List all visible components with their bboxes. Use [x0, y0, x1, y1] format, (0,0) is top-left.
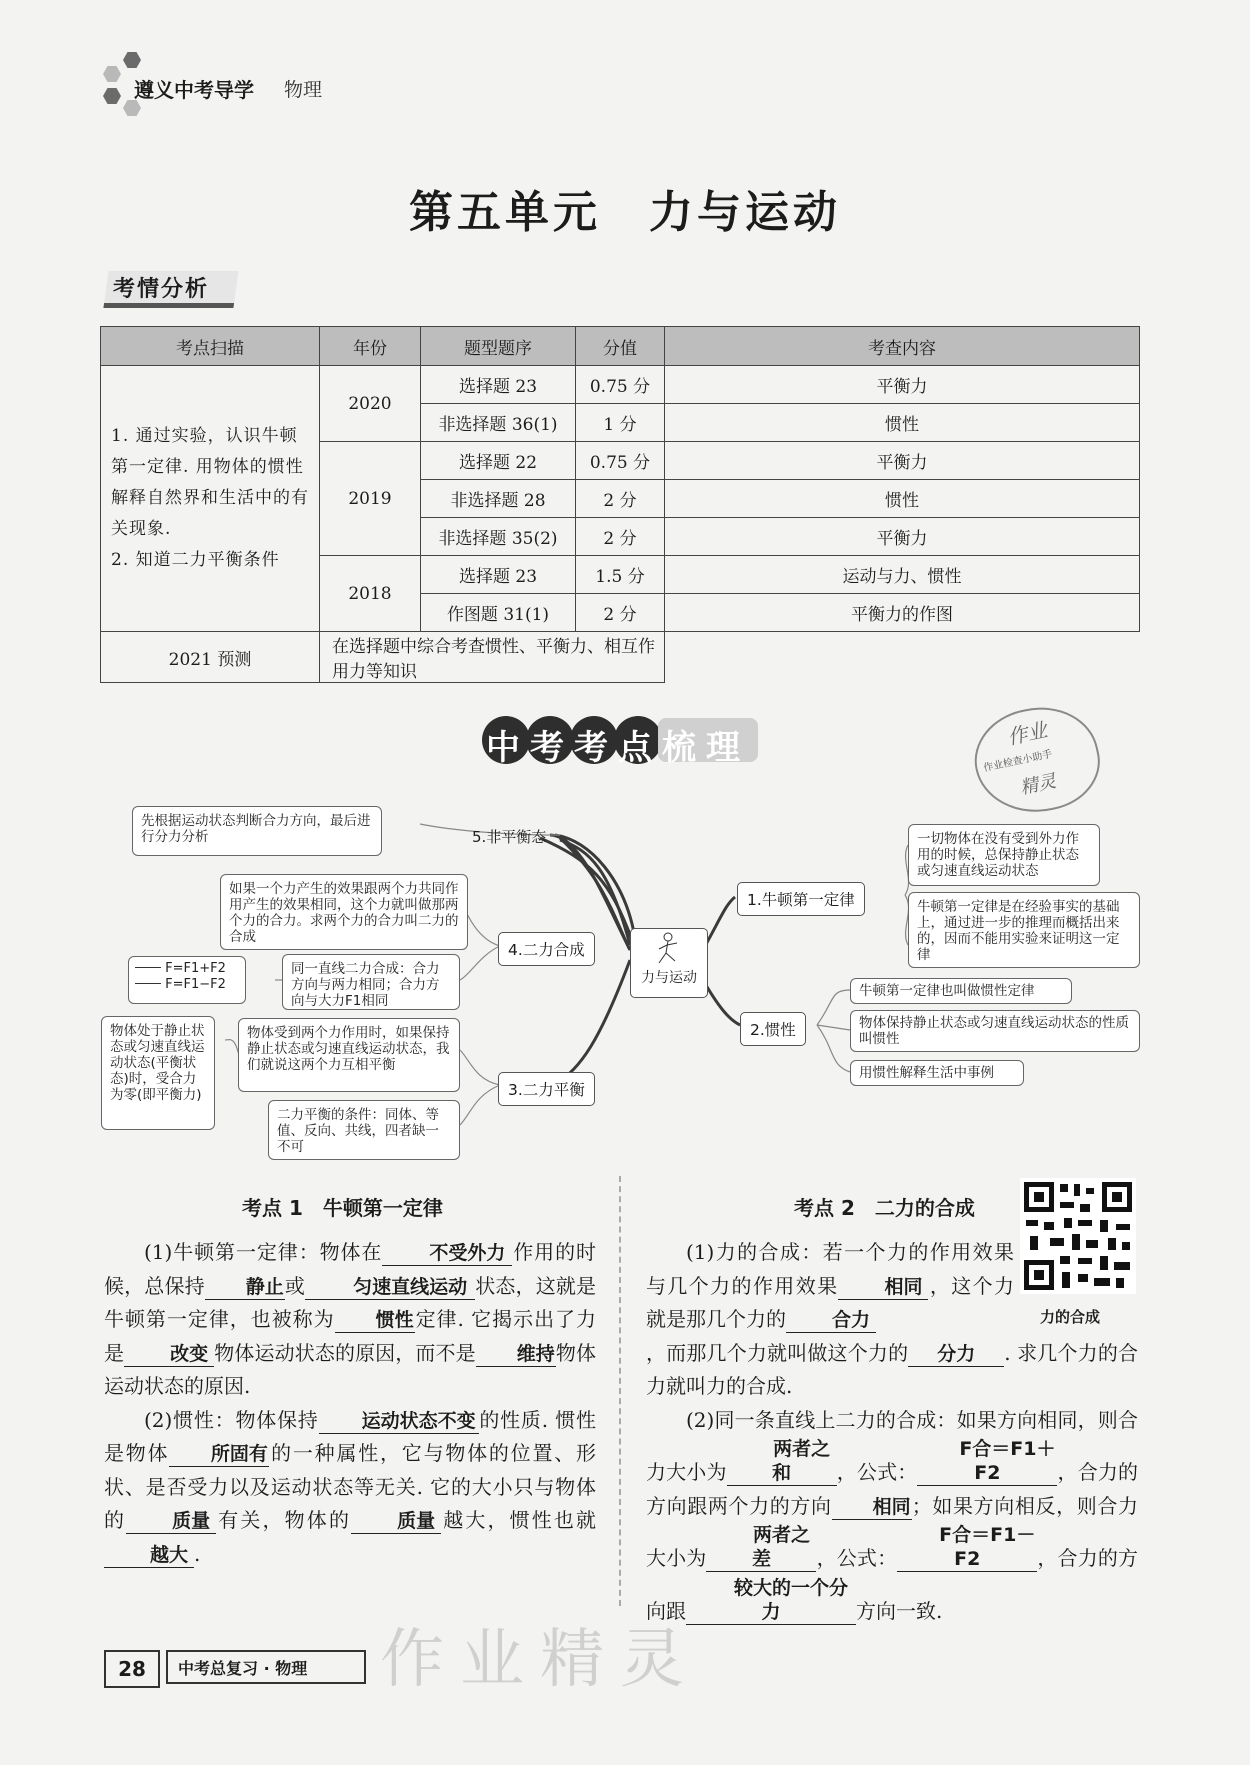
score-cell: 2 分 [576, 594, 665, 632]
mindmap-n1-b: 牛顿第一定律是在经验事实的基础上，通过进一步的推理而概括出来的，因而不能用实验来证明这一定律 [908, 892, 1140, 968]
type-cell: 选择题 22 [421, 442, 576, 480]
qr-caption: 力的合成 [1040, 1308, 1101, 1326]
content-cell: 惯性 [665, 404, 1140, 442]
content-cell: 运动与力、惯性 [665, 556, 1140, 594]
type-cell: 选择题 23 [421, 556, 576, 594]
score-cell: 1 分 [576, 404, 665, 442]
year-cell: 2020 [320, 366, 421, 442]
blank: 两者之差 [706, 1523, 816, 1572]
header-subject: 物理 [284, 79, 323, 101]
mindmap-node-1: 1.牛顿第一定律 [737, 882, 865, 916]
scan-point-2: 2. 知道二力平衡条件 [111, 550, 280, 570]
stamp-top: 作业 [1005, 717, 1050, 750]
blank: 质量 [351, 1509, 441, 1534]
blank: 静止 [205, 1275, 285, 1300]
mindmap-n2-b: 物体保持静止状态或匀速直线运动状态的性质叫惯性 [850, 1010, 1140, 1052]
year-cell: 2019 [320, 442, 421, 556]
mindmap-n4-a: 如果一个力产生的效果跟两个力共同作用产生的效果相同，这个力就叫做那两个力的合力。求两个力的合力叫二力的合成 [220, 874, 468, 950]
mindmap-n2-a: 牛顿第一定律也叫做惯性定律 [850, 978, 1072, 1004]
type-cell: 非选择题 36(1) [421, 404, 576, 442]
blank: 惯性 [335, 1308, 415, 1333]
score-cell: 0.75 分 [576, 366, 665, 404]
footer-book [166, 1650, 366, 1684]
mindmap-center-label: 力与运动 [641, 970, 697, 986]
left-paragraph-2: (2)惯性：物体保持 运动状态不变 的性质. 惯性是物体 所固有的一种属性，它与物体的位置、形状、是否受力以及运动状态等无关. 它的大小只与物体的 质量 有关，物体的 质量 越大，惯性也就越大 . [104, 1407, 597, 1566]
mindmap-n1-a: 一切物体在没有受到外力作用的时候，总保持静止状态或匀速直线运动状态 [908, 824, 1100, 886]
left-paragraph-1: (1)牛顿第一定律：物体在 不受外力 作用的时候，总保持 静止或 匀速直线运动 状态，这就是牛顿第一定律，也被称为 惯性定律. 它揭示出了力是 改变 物体运动状态的原因，而不是 维持物体运动状态的原因. [104, 1240, 597, 1398]
blank: 匀速直线运动 [305, 1275, 475, 1300]
banner-text: 中考考点梳理 [486, 728, 750, 768]
table-header-cell: 考查内容 [665, 327, 1140, 366]
content-cell: 平衡力 [665, 518, 1140, 556]
blank: 所固有 [169, 1442, 269, 1467]
blank: F合＝F1－F2 [897, 1523, 1037, 1572]
type-cell: 选择题 23 [421, 366, 576, 404]
header-brand: 遵义中考导学 [134, 78, 254, 102]
right-body [646, 1236, 1138, 1628]
mindmap-n4-formulas [128, 956, 246, 1004]
mindmap-n3-b: 二力平衡的条件：同体、等值、反向、共线，四者缺一不可 [268, 1100, 460, 1160]
page-number: 28 [104, 1650, 160, 1688]
blank: 合力 [786, 1308, 876, 1333]
blank: 相同 [832, 1495, 912, 1520]
mindmap-node-4: 4.二力合成 [498, 932, 595, 966]
blank: 不受外力 [382, 1241, 512, 1266]
runner-figure-icon [633, 931, 703, 967]
blank: F合＝F1＋F2 [917, 1437, 1057, 1486]
blank: 两者之和 [727, 1437, 837, 1486]
table-header-cell: 年份 [320, 327, 421, 366]
type-cell: 非选择题 35(2) [421, 518, 576, 556]
year-cell: 2018 [320, 556, 421, 632]
right-paragraph-1b: ，而那几个力就叫做这个力的 分力 . 求几个力的合力就叫力的合成. [646, 1340, 1139, 1398]
mindmap-center [630, 928, 708, 998]
mindmap-n5-a: 先根据运动状态判断合力方向，最后进行分力分析 [132, 806, 382, 856]
page-title: 第五单元 力与运动 [409, 187, 841, 238]
blank: 越大 [104, 1543, 194, 1568]
content-cell: 惯性 [665, 480, 1140, 518]
blank: 运动状态不变 [319, 1409, 479, 1434]
mindmap-n3-a: 物体受到两个力作用时，如果保持静止状态或匀速直线运动状态，我们就说这两个力互相平衡 [238, 1018, 460, 1092]
blank: 维持 [476, 1342, 556, 1367]
right-paragraph-1: (1)力的合成：若一个力的作用效果与几个力的作用效果 相同 ，这个力就是那几个力的 合力 [646, 1240, 1015, 1331]
formula-sum-text: F=F1+F2 [165, 961, 226, 976]
mindmap-node-2: 2.惯性 [740, 1012, 806, 1046]
stamp-bottom: 精灵 [1018, 770, 1058, 799]
column-divider [619, 1176, 621, 1606]
formula-diff [135, 977, 239, 993]
arrow-icon [135, 967, 161, 968]
section-label: 考情分析 [113, 277, 210, 302]
right-paragraph-2: (2)同一条直线上二力的合成：如果方向相同，则合力大小为两者之和 ，公式：F合＝F1＋F2 ，合力的方向跟两个力的方向 相同；如果方向相反，则合力大小为两者之差 ，公式：F合＝F1－F2 ，合力的方向跟较大的一个分力 方向一致. [646, 1407, 1139, 1623]
forecast-cell: 在选择题中综合考查惯性、平衡力、相互作用力等知识 [320, 632, 665, 683]
stamp-middle: 作业检查小助手 [982, 748, 1054, 775]
content-cell: 平衡力的作图 [665, 594, 1140, 632]
table-header-cell: 分值 [576, 327, 665, 366]
forecast-year-cell: 2021 预测 [101, 632, 320, 683]
score-cell: 2 分 [576, 480, 665, 518]
footer-book-label: 中考总复习 · 物理 [178, 1659, 308, 1678]
blank: 质量 [126, 1509, 216, 1534]
arrow-icon [135, 983, 161, 984]
mindmap-n3-c: 物体处于静止状态或匀速直线运动状态(平衡状态)时，受合力为零(即平衡力) [101, 1016, 215, 1130]
formula-sum [135, 961, 239, 977]
blank: 改变 [124, 1342, 214, 1367]
blank: 较大的一个分力 [686, 1576, 856, 1625]
type-cell: 非选择题 28 [421, 480, 576, 518]
blank: 相同 [838, 1275, 928, 1300]
left-heading: 考点 1 牛顿第一定律 [242, 1196, 443, 1220]
blank: 分力 [908, 1342, 1004, 1367]
mindmap-node-5: 5.非平衡态 [472, 828, 547, 846]
right-heading: 考点 2 二力的合成 [794, 1196, 975, 1220]
left-body [104, 1236, 596, 1571]
scan-point-1: 1. 通过实验，认识牛顿第一定律. 用物体的惯性解释自然界和生活中的有关现象. [111, 426, 309, 539]
score-cell: 2 分 [576, 518, 665, 556]
table-header-cell: 题型题序 [421, 327, 576, 366]
content-cell: 平衡力 [665, 442, 1140, 480]
watermark: 作业精灵 [380, 1623, 700, 1697]
table-header-cell: 考点扫描 [101, 327, 320, 366]
mindmap-n4-b: 同一直线二力合成：合力方向与两力相同；合力方向与大力F1相同 [282, 954, 460, 1010]
type-cell: 作图题 31(1) [421, 594, 576, 632]
content-cell: 平衡力 [665, 366, 1140, 404]
score-cell: 1.5 分 [576, 556, 665, 594]
mindmap-node-3: 3.二力平衡 [498, 1072, 595, 1106]
formula-diff-text: F=F1−F2 [165, 977, 226, 992]
mindmap-n2-c: 用惯性解释生活中事例 [850, 1060, 1024, 1086]
score-cell: 0.75 分 [576, 442, 665, 480]
